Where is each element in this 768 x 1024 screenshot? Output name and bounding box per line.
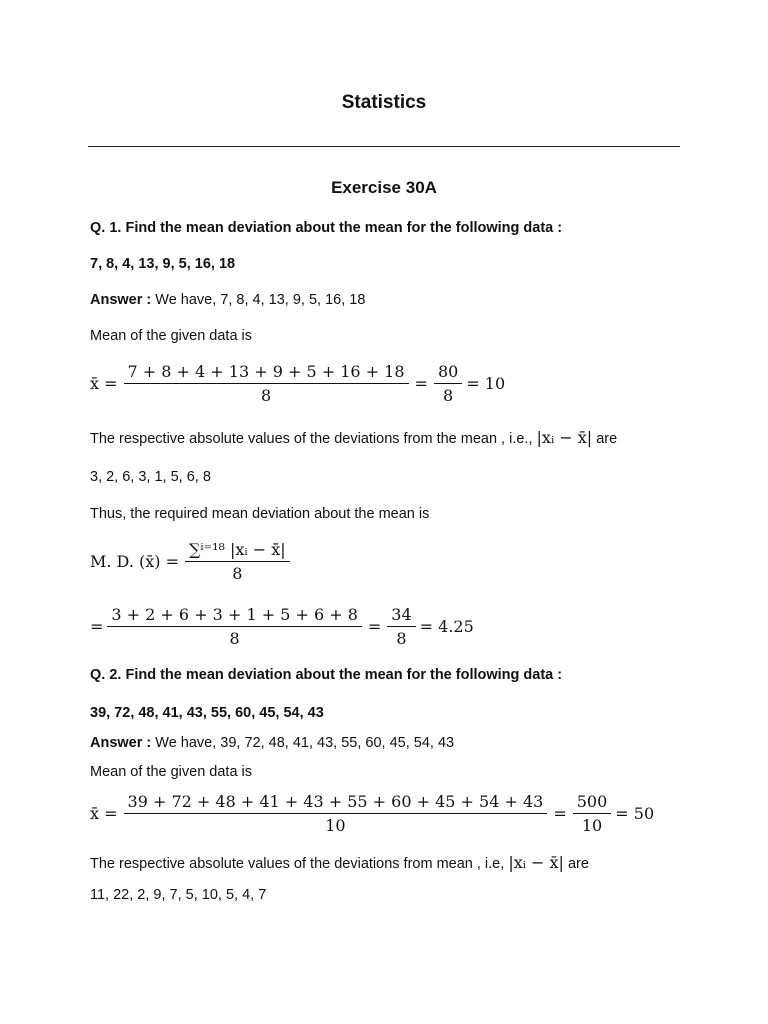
q2-mean-denominator: 10 (325, 816, 346, 835)
q1-deviation-expr: |xᵢ − x̄| (536, 428, 593, 447)
q2-mean-numerator: 39 + 72 + 48 + 41 + 43 + 55 + 60 + 45 + 54 + 43 (124, 792, 548, 814)
q1-md2-result: = 4.25 (419, 617, 474, 636)
page-title: Statistics (341, 92, 427, 113)
q1-deviation-text: The respective absolute values of the deviations from the mean , i.e., (90, 431, 533, 447)
q2-mean-equation (90, 792, 654, 835)
q2-deviation-line (90, 853, 589, 872)
q1-deviation-are: are (596, 431, 618, 447)
q1-mean-result: = 10 (466, 374, 506, 393)
q2-mean-result: = 50 (615, 804, 655, 823)
q1-deviation-line (90, 428, 617, 447)
q1-mean-frac-den: 8 (443, 386, 454, 405)
exercise-heading: Exercise 30A (331, 178, 437, 197)
q1-mean-intro: Mean of the given data is (90, 328, 253, 344)
q2-mean-equals: = (553, 804, 567, 823)
q2-answer-label: Answer : (90, 735, 152, 751)
q1-md2-frac-den: 8 (396, 629, 407, 648)
q1-mean-numerator: 7 + 8 + 4 + 13 + 9 + 5 + 16 + 18 (124, 362, 409, 384)
q2-mean-frac-den: 10 (581, 816, 603, 835)
q1-md2-equals: = (367, 617, 382, 636)
q2-deviation-are: are (567, 856, 589, 872)
q1-deviation-values: 3, 2, 6, 3, 1, 5, 6, 8 (90, 469, 211, 485)
q2-answer-text: We have, 39, 72, 48, 41, 43, 55, 60, 45, 54, 43 (151, 735, 455, 751)
q1-md-intro: Thus, the required mean deviation about the mean is (90, 506, 430, 522)
q1-md2-numerator: 3 + 2 + 6 + 3 + 1 + 5 + 6 + 8 (107, 605, 361, 627)
q1-answer (90, 292, 365, 308)
q1-mean-denominator: 8 (260, 386, 272, 405)
q2-mean-intro: Mean of the given data is (90, 764, 253, 780)
q1-md-denominator: 8 (232, 564, 243, 583)
q2-deviation-expr: |xᵢ − x̄| (508, 853, 564, 872)
q2-question: Q. 2. Find the mean deviation about the mean for the following data : (90, 667, 563, 683)
q2-deviation-values: 11, 22, 2, 9, 7, 5, 10, 5, 4, 7 (90, 887, 267, 903)
q1-answer-text: We have, 7, 8, 4, 13, 9, 5, 16, 18 (151, 292, 366, 308)
q1-answer-label: Answer : (90, 292, 152, 308)
q2-data: 39, 72, 48, 41, 43, 55, 60, 45, 54, 43 (90, 705, 324, 721)
q1-md-lhs: M. D. (x̄) = (90, 552, 179, 571)
q1-mean-lhs: x̄ = (90, 374, 118, 393)
q1-mean-equation (90, 362, 505, 405)
q1-md2-denominator: 8 (229, 629, 240, 648)
q2-answer (90, 735, 454, 751)
q2-deviation-text: The respective absolute values of the deviations from mean , i.e, (90, 856, 505, 872)
title-divider (88, 146, 680, 147)
q1-md-numerator: ∑ⁱ⁼¹⁸ |xᵢ − x̄| (185, 540, 290, 562)
q1-question: Q. 1. Find the mean deviation about the mean for the following data : (90, 220, 563, 236)
q2-mean-lhs: x̄ = (90, 804, 118, 823)
q1-md-formula (90, 540, 290, 583)
q1-data: 7, 8, 4, 13, 9, 5, 16, 18 (90, 256, 236, 272)
q2-mean-frac-num: 500 (573, 792, 612, 814)
q1-md2-frac-num: 34 (387, 605, 415, 627)
q1-md-calc (90, 605, 474, 648)
q1-md2-lhs: = (90, 617, 104, 636)
q1-mean-frac-num: 80 (434, 362, 462, 384)
q1-mean-equals: = (414, 374, 428, 393)
